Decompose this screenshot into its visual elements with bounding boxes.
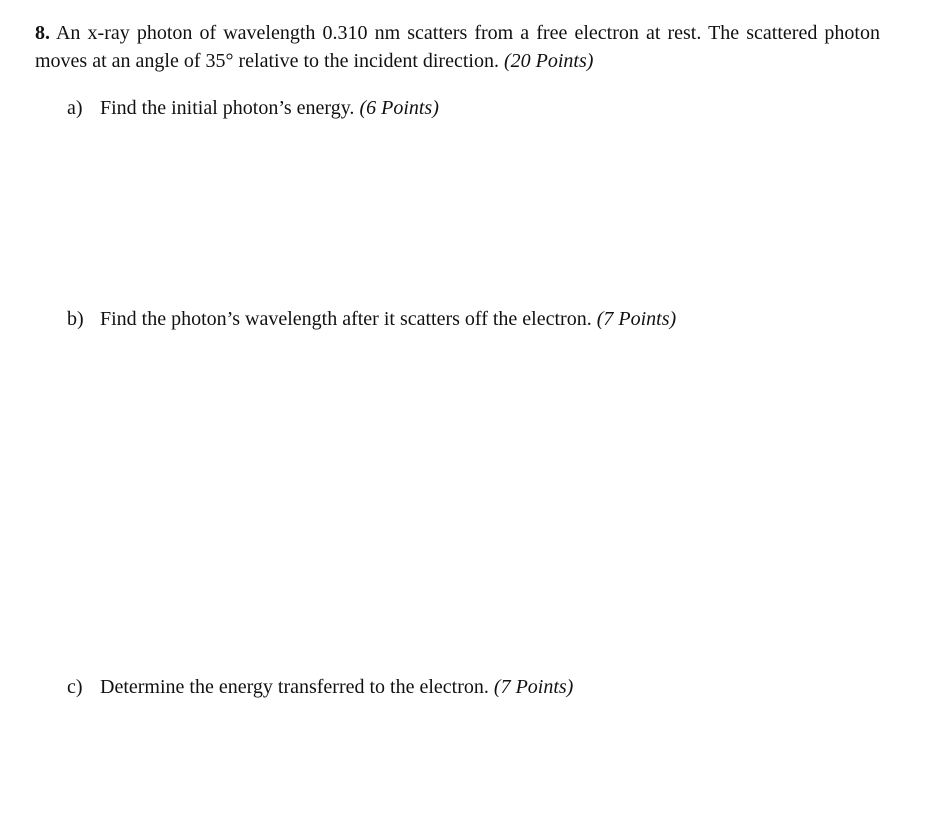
part-a-marker: a) — [67, 97, 83, 119]
part-c-points: (7 Points) — [493, 676, 574, 698]
part-a — [67, 94, 439, 122]
part-b-points: (7 Points) — [596, 308, 677, 330]
part-c — [67, 673, 573, 701]
part-b-text: Find the photon’s wavelength after it scatters off the electron. — [100, 308, 597, 330]
question-points: (20 Points) — [503, 50, 594, 72]
part-b — [67, 305, 676, 333]
part-c-answer-space — [67, 707, 887, 827]
part-b-answer-space — [67, 339, 887, 664]
part-c-text: Determine the energy transferred to the electron. — [100, 676, 494, 698]
part-a-points: (6 Points) — [359, 97, 439, 119]
question-number: 8. — [35, 22, 50, 44]
question-text: An x-ray photon of wavelength 0.310 nm scatters from a free electron at rest. The scattered photon moves at an angle of 35° relative to the incident direction. — [35, 22, 880, 72]
question-statement — [35, 19, 880, 75]
part-b-marker: b) — [67, 308, 84, 330]
part-a-answer-space — [67, 128, 887, 298]
part-c-marker: c) — [67, 676, 83, 698]
part-a-text: Find the initial photon’s energy. — [100, 97, 360, 119]
